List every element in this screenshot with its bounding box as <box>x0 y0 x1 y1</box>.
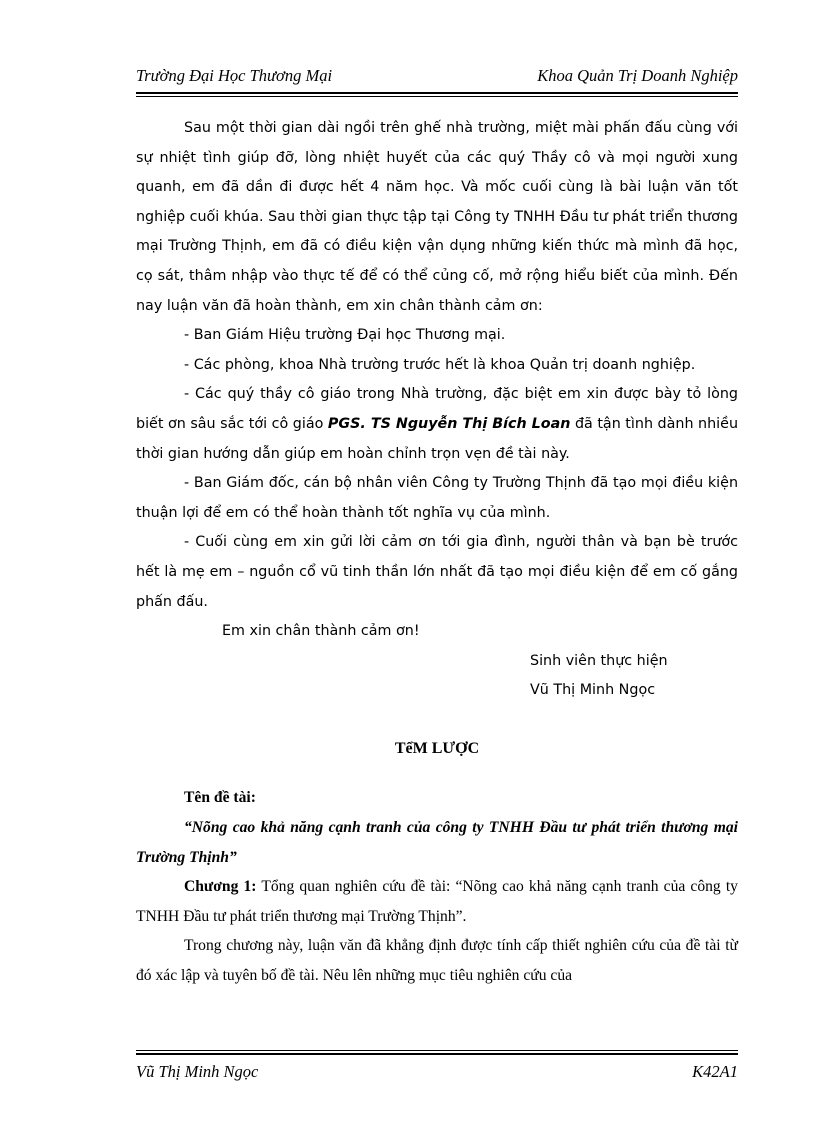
header-rule-thin <box>136 96 738 97</box>
thanks-closing: Em xin chân thành cảm ơn! <box>222 623 420 640</box>
header-university: Trường Đại Học Thương Mại <box>136 66 333 85</box>
footer-class: K42A1 <box>692 1062 738 1081</box>
signature-name: Vũ Thị Minh Ngọc <box>530 682 656 699</box>
thanks-item-3-pre: - Các quý thầy cô giáo trong Nhà trường, đặc biệt em xin được bày tỏ lòng biết ơn sâu sắc tới cô giáo <box>136 386 738 432</box>
page-header <box>136 62 738 92</box>
summary-title: TểM LƯỢC <box>394 739 480 757</box>
thanks-item-3-post: đã tận tình dành nhiều thời gian hướng dẫn giúp em hoàn chỉnh trọn vẹn đề tài này. <box>136 415 739 462</box>
page-footer <box>136 1050 738 1090</box>
chapter-1 <box>136 872 738 931</box>
chapter-1-label: Chương 1: <box>184 878 257 896</box>
footer-rule-thick <box>136 1053 738 1055</box>
header-faculty: Khoa Quản Trị Doanh Nghiệp <box>537 66 738 85</box>
signature-role: Sinh viên thực hiện <box>530 652 668 669</box>
chapter-1-text: Tổng quan nghiên cứu đề tài: “Nõng cao khả năng cạnh tranh của công ty TNHH Đầu tư phát triển thương mại Trường Thịnh”. <box>136 878 738 925</box>
thanks-intro: Sau một thời gian dài ngồi trên ghế nhà trường, miệt mài phấn đấu cùng với sự nhiệt tình giúp đỡ, lòng nhiệt huyết của các quý Thầy cô và mọi người xung quanh, em đã dần đi được hết 4 năm học. Và mốc cuối cùng là bài luận văn tốt nghiệp cuối khúa. Sau thời gian thực tập tại Công ty TNHH Đầu tư phát triển thương mại Trường Thịnh, em đã có điều kiện vận dụng những kiến thức mà mình đã học, cọ sát, thâm nhập vào thực tế để có thể củng cố, mở rộng hiểu biết của mình. Đến nay luận văn đã hoàn thành, em xin chân thành cảm ơn: <box>136 120 738 314</box>
thanks-item-2: - Các phòng, khoa Nhà trường trước hết là khoa Quản trị doanh nghiệp. <box>184 356 696 373</box>
header-rule-thick <box>136 92 738 94</box>
document-body <box>136 114 738 991</box>
advisor-name: PGS. TS Nguyễn Thị Bích Loan <box>327 415 571 432</box>
topic-label: Tên đề tài: <box>184 789 256 807</box>
thanks-item-5: - Cuối cùng em xin gửi lời cảm ơn tới gia đình, người thân và bạn bè trước hết là mẹ em – nguồn cổ vũ tinh thần lớn nhất đã tạo mọi điều kiện để em cố gắng phấn đấu. <box>136 534 738 610</box>
topic-title: “Nõng cao khả năng cạnh tranh của công ty TNHH Đầu tư phát triển thương mại Trường Thịnh” <box>136 819 738 866</box>
chapter-1-body: Trong chương này, luận văn đã khẳng định được tính cấp thiết nghiên cứu của đề tài từ đó xác lập và tuyên bố đề tài. Nêu lên những mục tiêu nghiên cứu của <box>136 937 738 985</box>
thanks-item-3 <box>136 380 738 469</box>
footer-author: Vũ Thị Minh Ngọc <box>136 1062 259 1081</box>
thanks-item-1: - Ban Giám Hiệu trường Đại học Thương mại. <box>184 327 506 344</box>
thanks-item-4: - Ban Giám đốc, cán bộ nhân viên Công ty Trường Thịnh đã tạo mọi điều kiện thuận lợi để em có thể hoàn thành tốt nghĩa vụ của mình. <box>136 475 738 521</box>
footer-rule-thin <box>136 1050 738 1051</box>
